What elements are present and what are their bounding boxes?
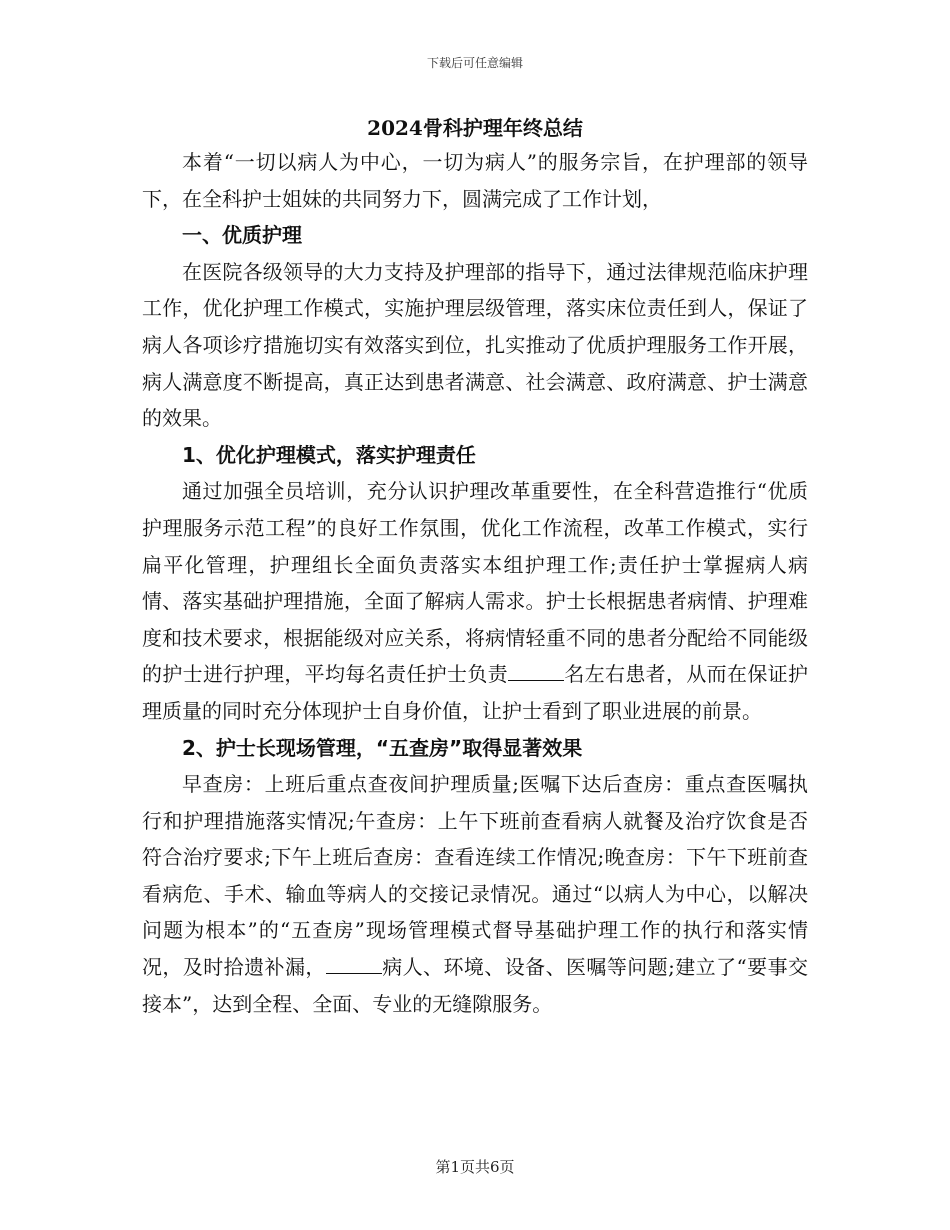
subsection-2-text-b: 病人、环境、设备、医嘱等问题;建立了“要事交接本”，达到全程、全面、专业的无缝隙服务。	[142, 955, 809, 1016]
subsection-heading-1: 1、优化护理模式，落实护理责任	[182, 442, 476, 467]
subsection-1-text-a: 通过加强全员培训，充分认识护理改革重要性，在全科营造推行“优质护理服务示范工程”的良好工作氛围，优化工作流程，改革工作模式，实行扁平化管理，护理组长全面负责落实本组护理工作;责任护士掌握病人病情、落实基础护理措施，全面了解病人需求。护士长根据患者病情、护理难度和技术要求，根据能级对应关系，将病情轻重不同的患者分配给不同能级的护士进行护理，平均每名责任护士负责	[142, 479, 808, 687]
subsection-1-text-b: 名左右患者，从而在保证护理质量的同时充分体现护士自身价值，让护士看到了职业进展的前景。	[142, 662, 808, 723]
subsection-heading-2: 2、护士长现场管理，“五查房”取得显著效果	[182, 735, 583, 760]
subsection-2-paragraph	[142, 766, 808, 1022]
fill-blank	[508, 662, 564, 681]
document-title: 2024骨科护理年终总结	[367, 116, 583, 140]
fill-blank	[326, 955, 382, 974]
intro-paragraph: 本着“一切以病人为中心，一切为病人”的服务宗旨，在护理部的领导下，在全科护士姐妹的共同努力下，圆满完成了工作计划，	[142, 150, 808, 211]
subsection-1-paragraph	[142, 473, 808, 729]
header-note: 下载后可任意编辑	[426, 56, 523, 70]
subsection-2-text-a: 早查房：上班后重点查夜间护理质量;医嘱下达后查房：重点查医嘱执行和护理措施落实情况;午查房：上午下班前查看病人就餐及治疗饮食是否符合治疗要求;下午上班后查房：查看连续工作情况;晚查房：下午下班前查看病危、手术、输血等病人的交接记录情况。通过“以病人为中心，以解决问题为根本”的“五查房”现场管理模式督导基础护理工作的执行和落实情况，及时拾遗补漏，	[142, 772, 808, 980]
section-heading-1: 一、优质护理	[182, 223, 302, 248]
page-number: 第1页共6页	[435, 1158, 515, 1176]
document-body	[142, 112, 808, 1022]
section-1-paragraph: 在医院各级领导的大力支持及护理部的指导下，通过法律规范临床护理工作，优化护理工作模式，实施护理层级管理，落实床位责任到人，保证了病人各项诊疗措施切实有效落实到位，扎实推动了优质护理服务工作开展，病人满意度不断提高，真正达到患者满意、社会满意、政府满意、护士满意的效果。	[142, 259, 808, 431]
